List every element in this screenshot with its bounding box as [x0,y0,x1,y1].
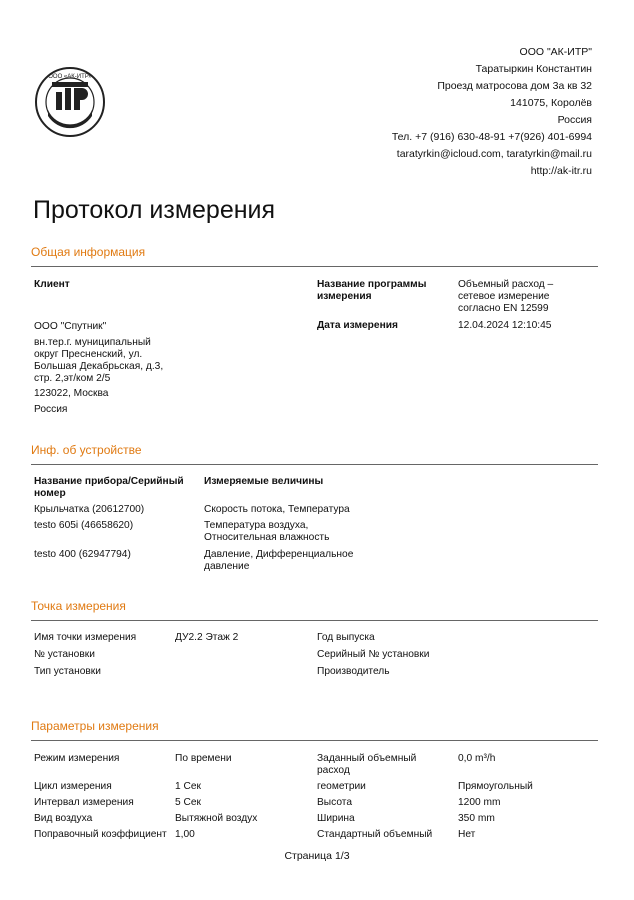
air-label: Вид воздуха [34,813,93,824]
install-type-label: Тип установки [34,666,101,677]
program-label-2: измерения [317,291,372,302]
install-no-label: № установки [34,649,95,660]
section-device-heading: Инф. об устройстве [31,443,142,457]
contact-person: Таратыркин Константин [475,63,592,75]
height-value: 1200 mm [458,797,501,808]
device-col-values: Измеряемые величины [204,476,324,487]
date-value: 12.04.2024 12:10:45 [458,320,552,331]
company-city: 141075, Королёв [510,97,592,109]
program-label-1: Название программы [317,279,427,290]
client-name: ООО "Спутник" [34,321,107,332]
program-value-1: Объемный расход – [458,279,554,290]
height-label: Высота [317,797,352,808]
client-address-4: стр. 2,эт/ком 2/5 [34,373,111,384]
section-point-heading: Точка измерения [31,599,126,613]
company-name: ООО "АК-ИТР" [519,46,592,58]
divider [31,464,598,465]
device-row-name: testo 605i (46658620) [34,520,134,531]
correction-label: Поправочный коэффициент [34,829,167,840]
client-address-2: округ Пресненский, ул. [34,349,143,360]
company-phone: Тел. +7 (916) 630-48-91 +7(926) 401-6994 [391,131,592,143]
serial-label: Серийный № установки [317,649,430,660]
correction-value: 1,00 [175,829,195,840]
cycle-value: 1 Сек [175,781,201,792]
divider [31,620,598,621]
standard-value: Нет [458,829,476,840]
flow-label-2: расход [317,765,350,776]
client-address-1: вн.тер.г. муниципальный [34,337,151,348]
year-label: Год выпуска [317,632,375,643]
air-value: Вытяжной воздух [175,813,258,824]
point-name-value: ДУ2.2 Этаж 2 [175,632,239,643]
flow-value: 0,0 m³/h [458,753,496,764]
divider [31,266,598,267]
geometry-value: Прямоугольный [458,781,533,792]
interval-value: 5 Сек [175,797,201,808]
client-label: Клиент [34,279,70,290]
device-col-name-1: Название прибора/Серийный [34,476,184,487]
divider [31,740,598,741]
device-row-values: давление [204,561,250,572]
interval-label: Интервал измерения [34,797,134,808]
company-street: Проезд матросова дом 3а кв 32 [437,80,592,92]
client-zip: 123022, Москва [34,388,109,399]
mode-label: Режим измерения [34,753,120,764]
point-name-label: Имя точки измерения [34,632,137,643]
width-label: Ширина [317,813,355,824]
company-website: http://ak-itr.ru [530,165,592,177]
company-country: Россия [557,114,592,126]
client-address-3: Большая Декабрьская, д.3, [34,361,164,372]
page-number: Страница 1/3 [284,850,350,862]
device-row-values: Давление, Дифференциальное [204,549,354,560]
geometry-label: геометрии [317,781,366,792]
company-logo [34,66,106,138]
mode-value: По времени [175,753,232,764]
device-row-name: testo 400 (62947794) [34,549,131,560]
flow-label-1: Заданный объемный [317,753,417,764]
program-value-3: согласно EN 12599 [458,303,549,314]
maker-label: Производитель [317,666,390,677]
cycle-label: Цикл измерения [34,781,112,792]
program-value-2: сетевое измерение [458,291,550,302]
device-row-values: Температура воздуха, [204,520,309,531]
section-params-heading: Параметры измерения [31,719,159,733]
page-title: Протокол измерения [33,196,276,224]
section-general-heading: Общая информация [31,245,146,259]
date-label: Дата измерения [317,320,398,331]
width-value: 350 mm [458,813,495,824]
standard-label: Стандартный объемный [317,829,433,840]
company-info [392,44,592,180]
svg-text:ООО «АК-ИТР»: ООО «АК-ИТР» [48,74,92,80]
company-email: taratyrkin@icloud.com, taratyrkin@mail.ru [396,148,592,160]
device-row-values: Относительная влажность [204,532,330,543]
client-country: Россия [34,404,68,415]
device-row-name: Крыльчатка (20612700) [34,504,145,515]
device-col-name-2: номер [34,488,66,499]
device-row-values: Скорость потока, Температура [204,504,350,515]
